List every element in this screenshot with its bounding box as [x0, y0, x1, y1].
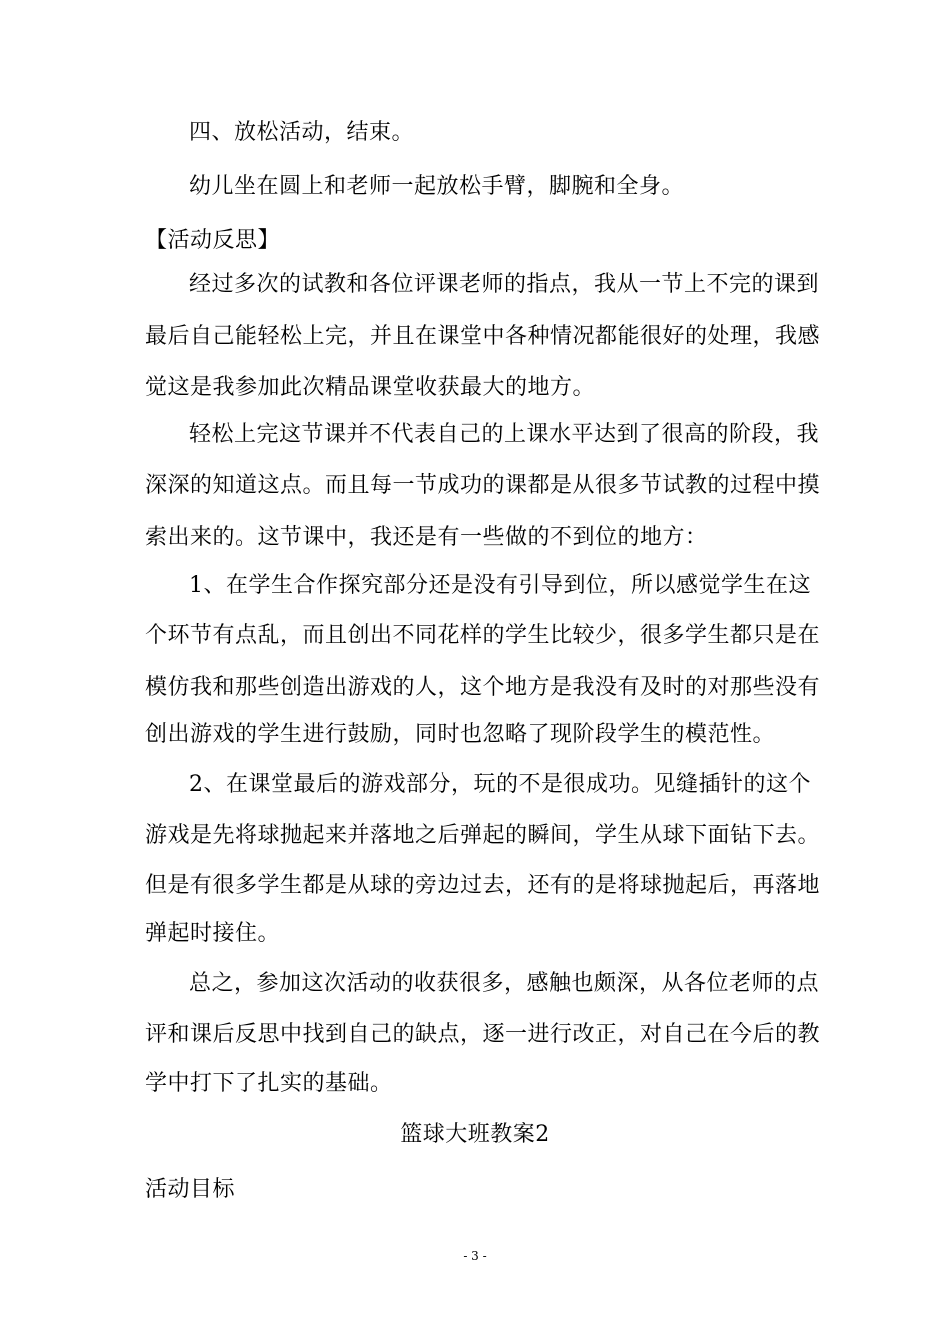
section-title: 篮球大班教案2: [400, 1122, 550, 1147]
paragraph-line: 四、放松活动，结束。: [189, 120, 415, 145]
paragraph-line: 评和课后反思中找到自己的缺点，逐一进行改正，对自己在今后的教: [145, 1022, 821, 1047]
paragraph-line: 2、在课堂最后的游戏部分，玩的不是很成功。见缝插针的这个: [189, 772, 811, 797]
paragraph-line: 轻松上完这节课并不代表自己的上课水平达到了很高的阶段，我: [189, 422, 820, 447]
paragraph-line: 创出游戏的学生进行鼓励，同时也忽略了现阶段学生的模范性。: [145, 722, 776, 747]
paragraph-line: 觉这是我参加此次精品课堂收获最大的地方。: [145, 375, 596, 400]
paragraph-line: 索出来的。这节课中，我还是有一些做的不到位的地方：: [145, 525, 708, 550]
paragraph-line: 经过多次的试教和各位评课老师的指点，我从一节上不完的课到: [189, 272, 820, 297]
section-heading: 活动目标: [145, 1177, 236, 1202]
paragraph-line: 幼儿坐在圆上和老师一起放松手臂，脚腕和全身。: [189, 174, 685, 199]
paragraph-line: 模仿我和那些创造出游戏的人，这个地方是我没有及时的对那些没有: [145, 675, 821, 700]
paragraph-line: 1、在学生合作探究部分还是没有引导到位，所以感觉学生在这: [189, 573, 811, 598]
paragraph-line: 但是有很多学生都是从球的旁边过去，还有的是将球抛起后，再落地: [145, 873, 821, 898]
paragraph-line: 学中打下了扎实的基础。: [145, 1071, 393, 1096]
paragraph-line: 游戏是先将球抛起来并落地之后弹起的瞬间，学生从球下面钻下去。: [145, 823, 821, 848]
paragraph-line: 个环节有点乱，而且创出不同花样的学生比较少，很多学生都只是在: [145, 623, 821, 648]
section-label-reflection: 【活动反思】: [145, 228, 281, 253]
paragraph-line: 总之，参加这次活动的收获很多，感触也颇深，从各位老师的点: [189, 971, 820, 996]
paragraph-line: 弹起时接住。: [145, 921, 281, 946]
paragraph-line: 深深的知道这点。而且每一节成功的课都是从很多节试教的过程中摸: [145, 473, 821, 498]
paragraph-line: 最后自己能轻松上完，并且在课堂中各种情况都能很好的处理，我感: [145, 324, 821, 349]
page-number: - 3 -: [463, 1249, 487, 1263]
